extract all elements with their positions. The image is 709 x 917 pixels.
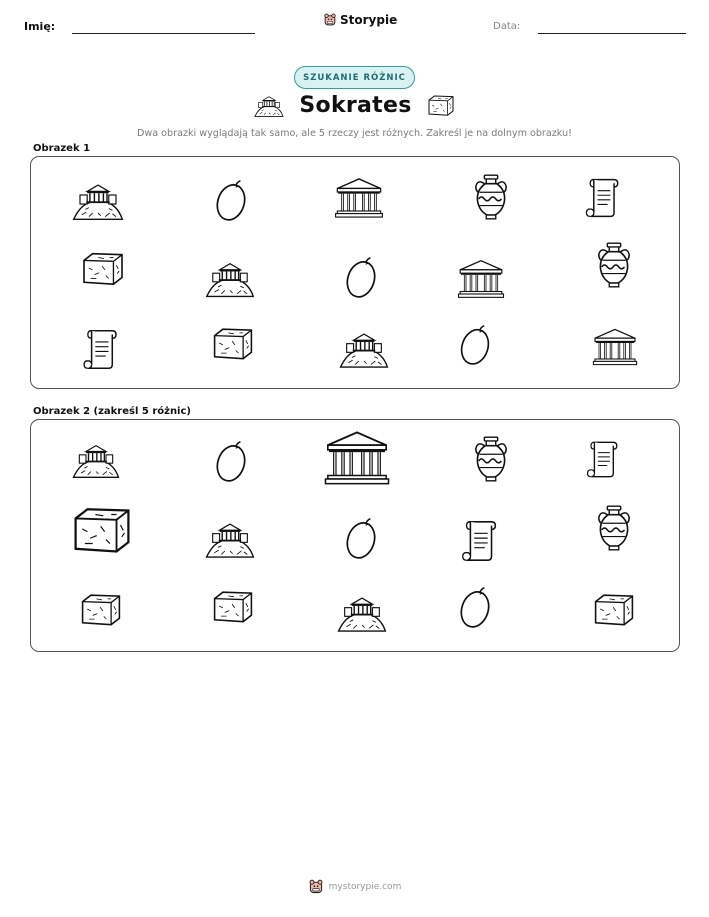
brand-logo — [323, 13, 397, 27]
activity-badge: SZUKANIE RÓŻNIC — [294, 66, 415, 89]
acropolis-icon[interactable] — [71, 438, 121, 480]
storypie-mascot-icon — [308, 879, 324, 895]
acropolis-icon — [71, 177, 125, 222]
acropolis-icon — [253, 92, 285, 118]
picture1-label: Obrazek 1 — [33, 143, 91, 154]
brand-name: Storypie — [340, 13, 398, 27]
temple-icon — [591, 326, 639, 368]
stone-block-icon — [426, 93, 456, 117]
footer-url[interactable]: mystorypie.com — [328, 882, 402, 892]
temple-icon — [456, 258, 506, 300]
olive-icon — [212, 177, 250, 224]
acropolis-icon — [204, 256, 256, 299]
temple-icon[interactable] — [322, 428, 392, 488]
picture2-label: Obrazek 2 (zakreśl 5 różnic) — [33, 406, 191, 417]
stone-block-icon — [210, 324, 256, 362]
olive-icon — [456, 322, 494, 368]
picture2-panel[interactable] — [30, 419, 680, 652]
temple-icon — [333, 176, 385, 220]
date-line[interactable] — [538, 33, 686, 34]
olive-icon — [342, 254, 380, 301]
title-row — [0, 92, 709, 118]
page-title: Sokrates — [299, 92, 412, 118]
acropolis-icon[interactable] — [336, 590, 388, 634]
footer — [0, 879, 709, 895]
instructions: Dwa obrazki wyglądają tak samo, ale 5 rzeczy jest różnych. Zakreśl je na dolnym obrazku! — [137, 128, 572, 139]
date-label: Data: — [493, 21, 521, 32]
acropolis-icon[interactable] — [204, 516, 256, 560]
stone-block-icon — [79, 249, 127, 287]
storypie-mascot-icon — [323, 13, 337, 27]
olive-icon[interactable] — [212, 438, 250, 485]
amphora-icon — [472, 173, 510, 221]
stone-block-icon[interactable] — [210, 587, 256, 625]
olive-icon[interactable] — [342, 515, 380, 562]
amphora-icon[interactable] — [472, 434, 510, 484]
name-label: Imię: — [24, 20, 56, 33]
scroll-icon — [81, 326, 121, 373]
picture1-panel — [30, 156, 680, 389]
scroll-icon[interactable] — [460, 517, 500, 565]
stone-block-icon[interactable] — [69, 502, 135, 556]
scroll-icon — [584, 175, 622, 221]
acropolis-icon — [338, 326, 390, 370]
amphora-icon[interactable] — [595, 503, 633, 553]
name-line[interactable] — [72, 33, 255, 34]
olive-icon[interactable] — [456, 584, 494, 631]
scroll-icon[interactable] — [584, 438, 622, 481]
stone-block-icon[interactable] — [78, 590, 124, 628]
amphora-icon — [595, 240, 633, 290]
stone-block-icon[interactable] — [591, 590, 637, 628]
